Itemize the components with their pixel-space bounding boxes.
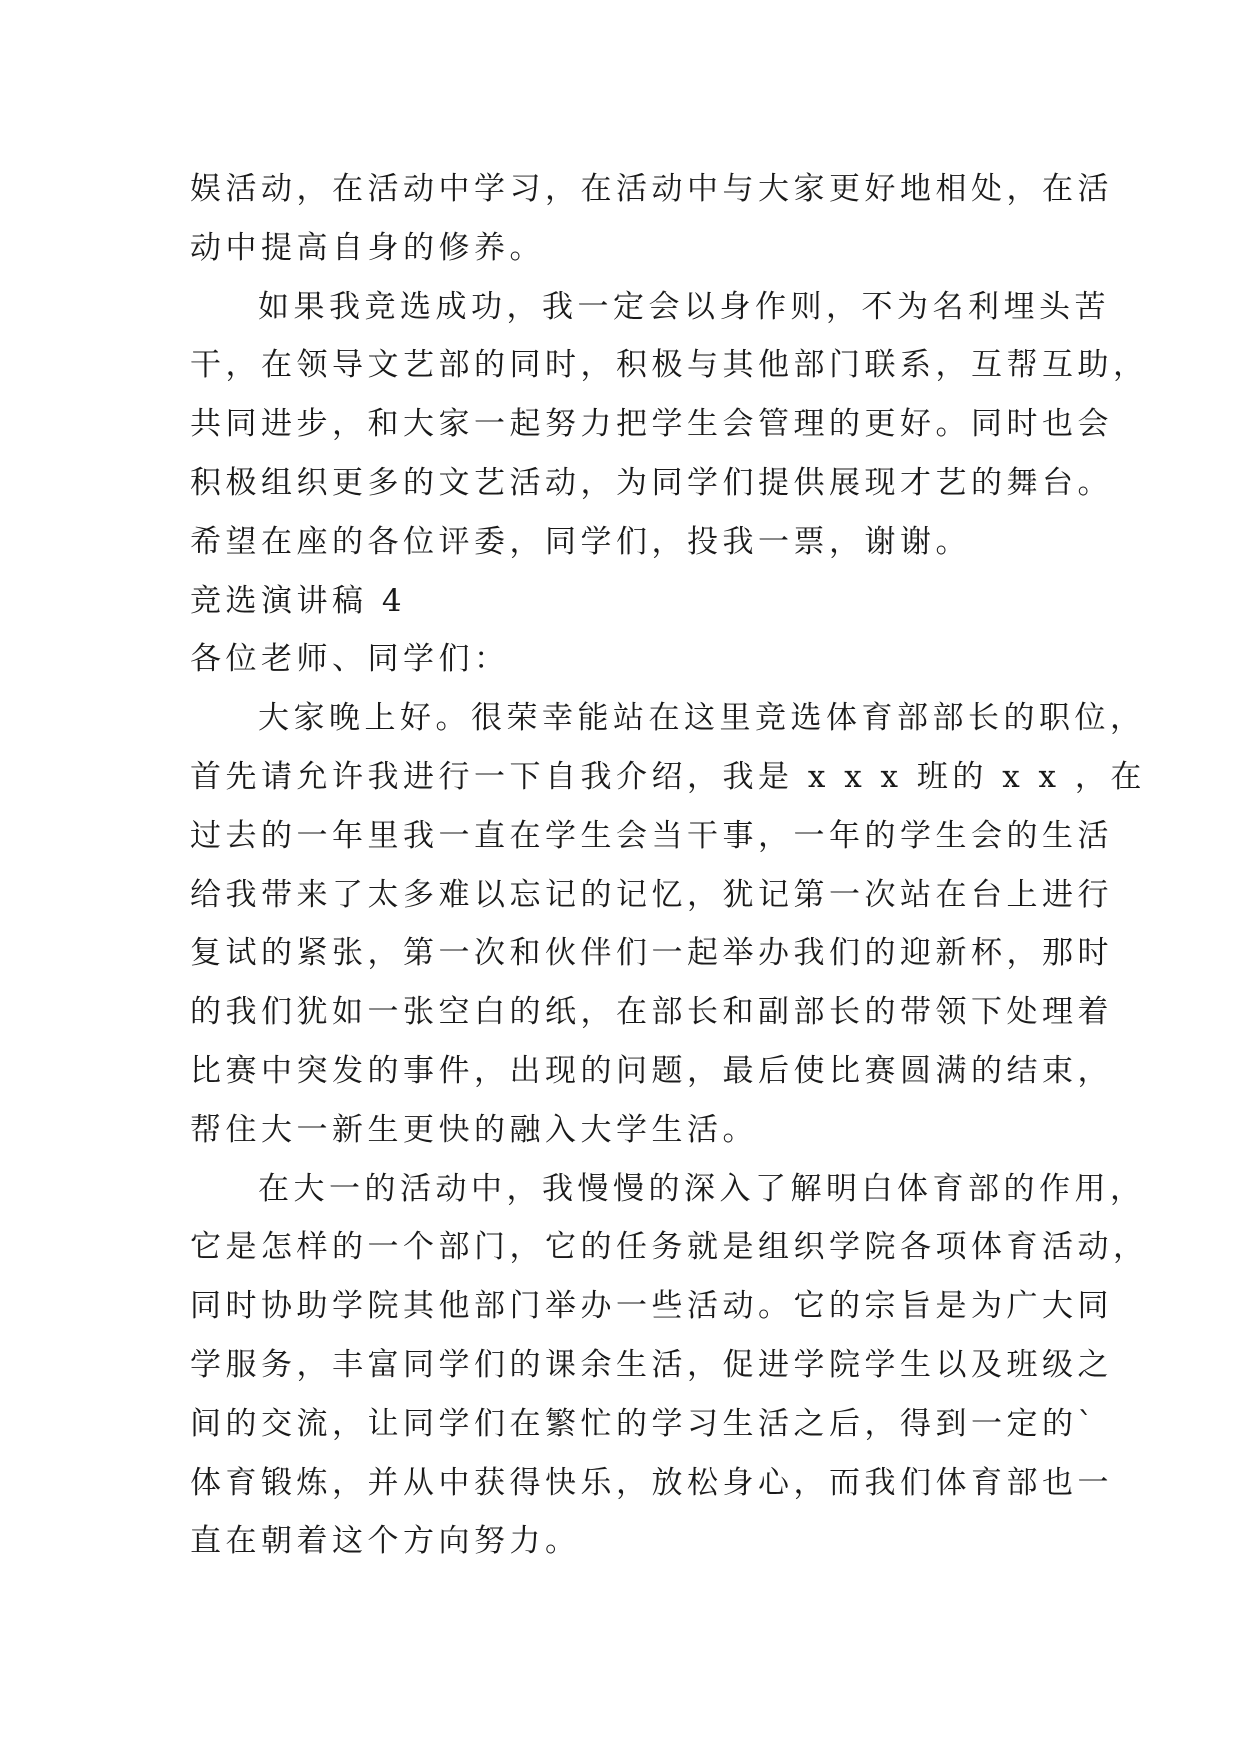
text-line: 动中提高自身的修养。 [190,229,545,266]
text-line: 在大一的活动中，我慢慢的深入了解明白体育部的作用， [258,1170,1146,1207]
text-line: 比赛中突发的事件，出现的问题，最后使比赛圆满的结束， [190,1052,1113,1089]
text-line: 过去的一年里我一直在学生会当干事，一年的学生会的生活 [190,817,1113,854]
text-line: 积极组织更多的文艺活动，为同学们提供展现才艺的舞台。 [190,464,1113,501]
text-line: 首先请允许我进行一下自我介绍，我是 x x x 班的 x x ，在 [190,758,1146,795]
text-line: 竞选演讲稿 4 [190,582,407,619]
document-body [190,160,1149,1571]
text-line: 各位老师、同学们： [190,641,510,678]
text-line: 干，在领导文艺部的同时，积极与其他部门联系，互帮互助， [190,347,1149,384]
text-line: 希望在座的各位评委，同学们，投我一票，谢谢。 [190,523,971,560]
text-line: 大家晚上好。很荣幸能站在这里竞选体育部部长的职位， [258,700,1146,737]
text-line: 娱活动，在活动中学习，在活动中与大家更好地相处，在活 [190,171,1113,207]
text-line: 帮住大一新生更快的融入大学生活。 [190,1111,758,1148]
text-line: 学服务，丰富同学们的课余生活，促进学院学生以及班级之 [190,1346,1113,1383]
text-line: 同时协助学院其他部门举办一些活动。它的宗旨是为广大同 [190,1288,1113,1325]
text-line: 的我们犹如一张空白的纸，在部长和副部长的带领下处理着 [190,994,1113,1031]
text-line: 给我带来了太多难以忘记的记忆，犹记第一次站在台上进行 [190,876,1113,913]
text-line: 如果我竞选成功，我一定会以身作则，不为名利埋头苦 [258,288,1110,325]
text-line: 它是怎样的一个部门，它的任务就是组织学院各项体育活动， [190,1229,1149,1266]
text-line: 共同进步，和大家一起努力把学生会管理的更好。同时也会 [190,406,1113,443]
text-line: 体育锻炼，并从中获得快乐，放松身心，而我们体育部也一 [190,1464,1113,1501]
text-line: 复试的紧张，第一次和伙伴们一起举办我们的迎新杯，那时 [190,935,1113,972]
text-line: 直在朝着这个方向努力。 [190,1523,581,1560]
text-line: 间的交流，让同学们在繁忙的学习生活之后，得到一定的` [190,1405,1098,1442]
